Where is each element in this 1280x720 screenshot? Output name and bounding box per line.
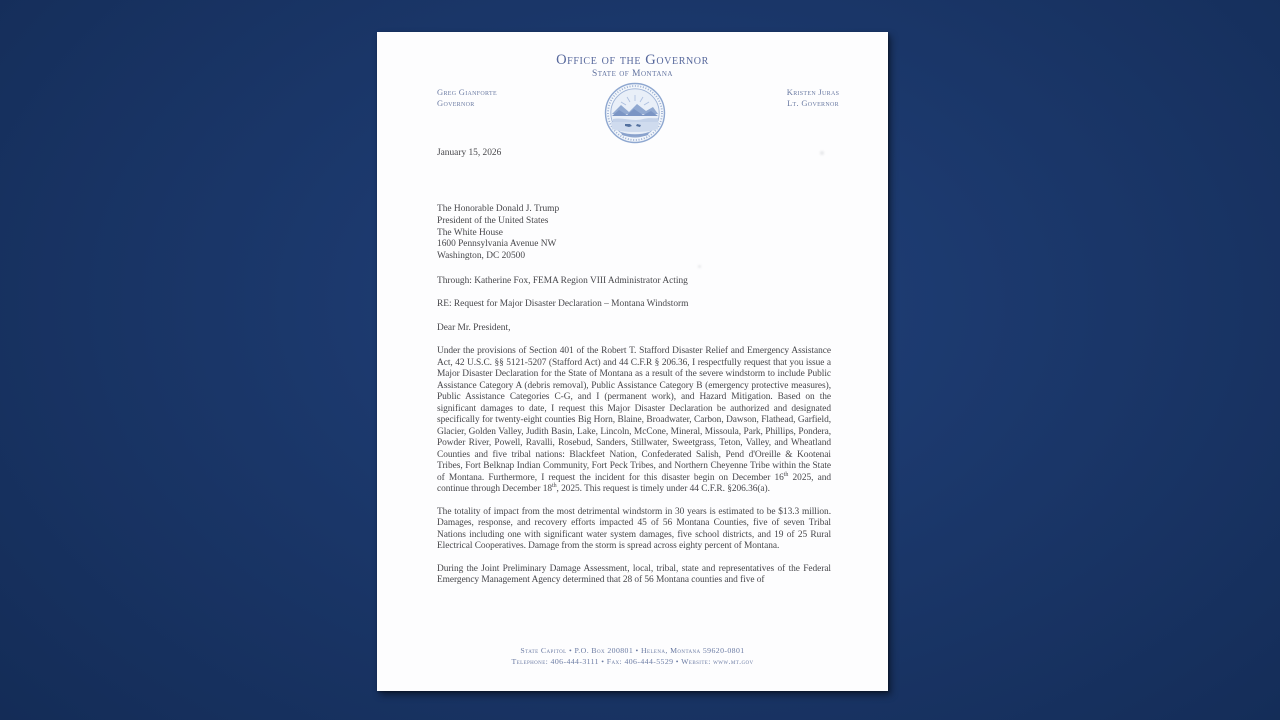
recipient-line: Washington, DC 20500	[437, 251, 526, 262]
lt-governor-title: Lt. Governor	[787, 97, 839, 108]
seal-graphic	[603, 81, 667, 145]
lt-governor-name-block	[773, 87, 853, 108]
body-paragraph-2: The totality of impact from the most detrimental windstorm in 30 years is estimated to be $13.3 million. Damages, response, and recovery efforts impacted 45 of 56 Montana Counties, five of seven Tribal Nations including one with significant water system damages, five school districts, and 19 of 25 Rural Electrical Cooperatives. Damage from the storm is spread across eighty percent of Montana.	[437, 506, 831, 551]
letter-body	[437, 346, 831, 598]
letter-date: January 15, 2026	[437, 148, 502, 158]
governor-name: Greg Gianforte	[437, 87, 497, 97]
scan-artifact	[820, 151, 824, 155]
footer-address-line: State Capitol • P.O. Box 200801 • Helena, Montana 59620-0801	[520, 646, 745, 655]
letterhead-state-line: State of Montana	[592, 69, 673, 79]
governor-name-block	[437, 87, 497, 108]
through-line: Through: Katherine Fox, FEMA Region VIII Administrator Acting	[437, 276, 688, 286]
salutation: Dear Mr. President,	[437, 323, 511, 333]
footer-contact-line: Telephone: 406-444-3111 • Fax: 406-444-5529 • Website: www.mt.gov	[511, 657, 754, 666]
scan-artifact	[698, 265, 701, 268]
recipient-address-block	[437, 204, 559, 263]
scan-artifact	[818, 349, 821, 352]
recipient-line: President of the United States	[437, 215, 549, 226]
recipient-line: The White House	[437, 227, 503, 238]
recipient-line: The Honorable Donald J. Trump	[437, 204, 560, 214]
governor-title: Governor	[437, 97, 475, 108]
re-subject-line: RE: Request for Major Disaster Declaration – Montana Windstorm	[437, 299, 689, 309]
letter-document	[377, 32, 888, 691]
montana-state-seal-icon	[603, 81, 667, 145]
body-paragraph-3: During the Joint Preliminary Damage Assessment, local, tribal, state and representatives of the Federal Emergency Management Agency determined that 28 of 56 Montana counties and five of	[437, 563, 831, 585]
recipient-line: 1600 Pennsylvania Avenue NW	[437, 239, 557, 250]
letterhead-office-title: Office of the Governor	[556, 52, 709, 68]
scan-artifact	[711, 462, 714, 465]
lt-governor-name: Kristen Juras	[786, 87, 840, 97]
body-paragraph-1: Under the provisions of Section 401 of the Robert T. Stafford Disaster Relief and Emergency Assistance Act, 42 U.S.C. §§ 5121-5207 (Stafford Act) and 44 C.F.R § 206.36, I respectfully request that you issue a Major Disaster Declaration for the State of Montana as a result of the severe windstorm to include Public Assistance Category A (debris removal), Public Assistance Category B (emergency protective measures), Public Assistance Categories C-G, and I (permanent work), and Hazard Mitigation. Based on the significant damages to date, I request this Major Disaster Declaration be authorized and designated specifically for twenty-eight counties Big Horn, Blaine, Broadwater, Carbon, Dawson, Flathead, Garfield, Glacier, Golden Valley, Judith Basin, Lake, Lincoln, McCone, Mineral, Missoula, Park, Phillips, Pondera, Powder River, Powell, Ravalli, Rosebud, Sanders, Stillwater, Sweetgrass, Teton, Valley, and Wheatland Counties and five tribal nations: Blackfeet Nation, Confederated Salish, Pend d'Oreille & Kootenai Tribes, Fort Belknap Indian Community, Fort Peck Tribes, and Northern Cheyenne Tribe within the State of Montana. Furthermore, I request the incident for this disaster begin on December 16th 2025, and continue through December 18th, 2025. This request is timely under 44 C.F.R. §206.36(a).	[437, 346, 831, 494]
letterhead-footer	[377, 645, 888, 667]
